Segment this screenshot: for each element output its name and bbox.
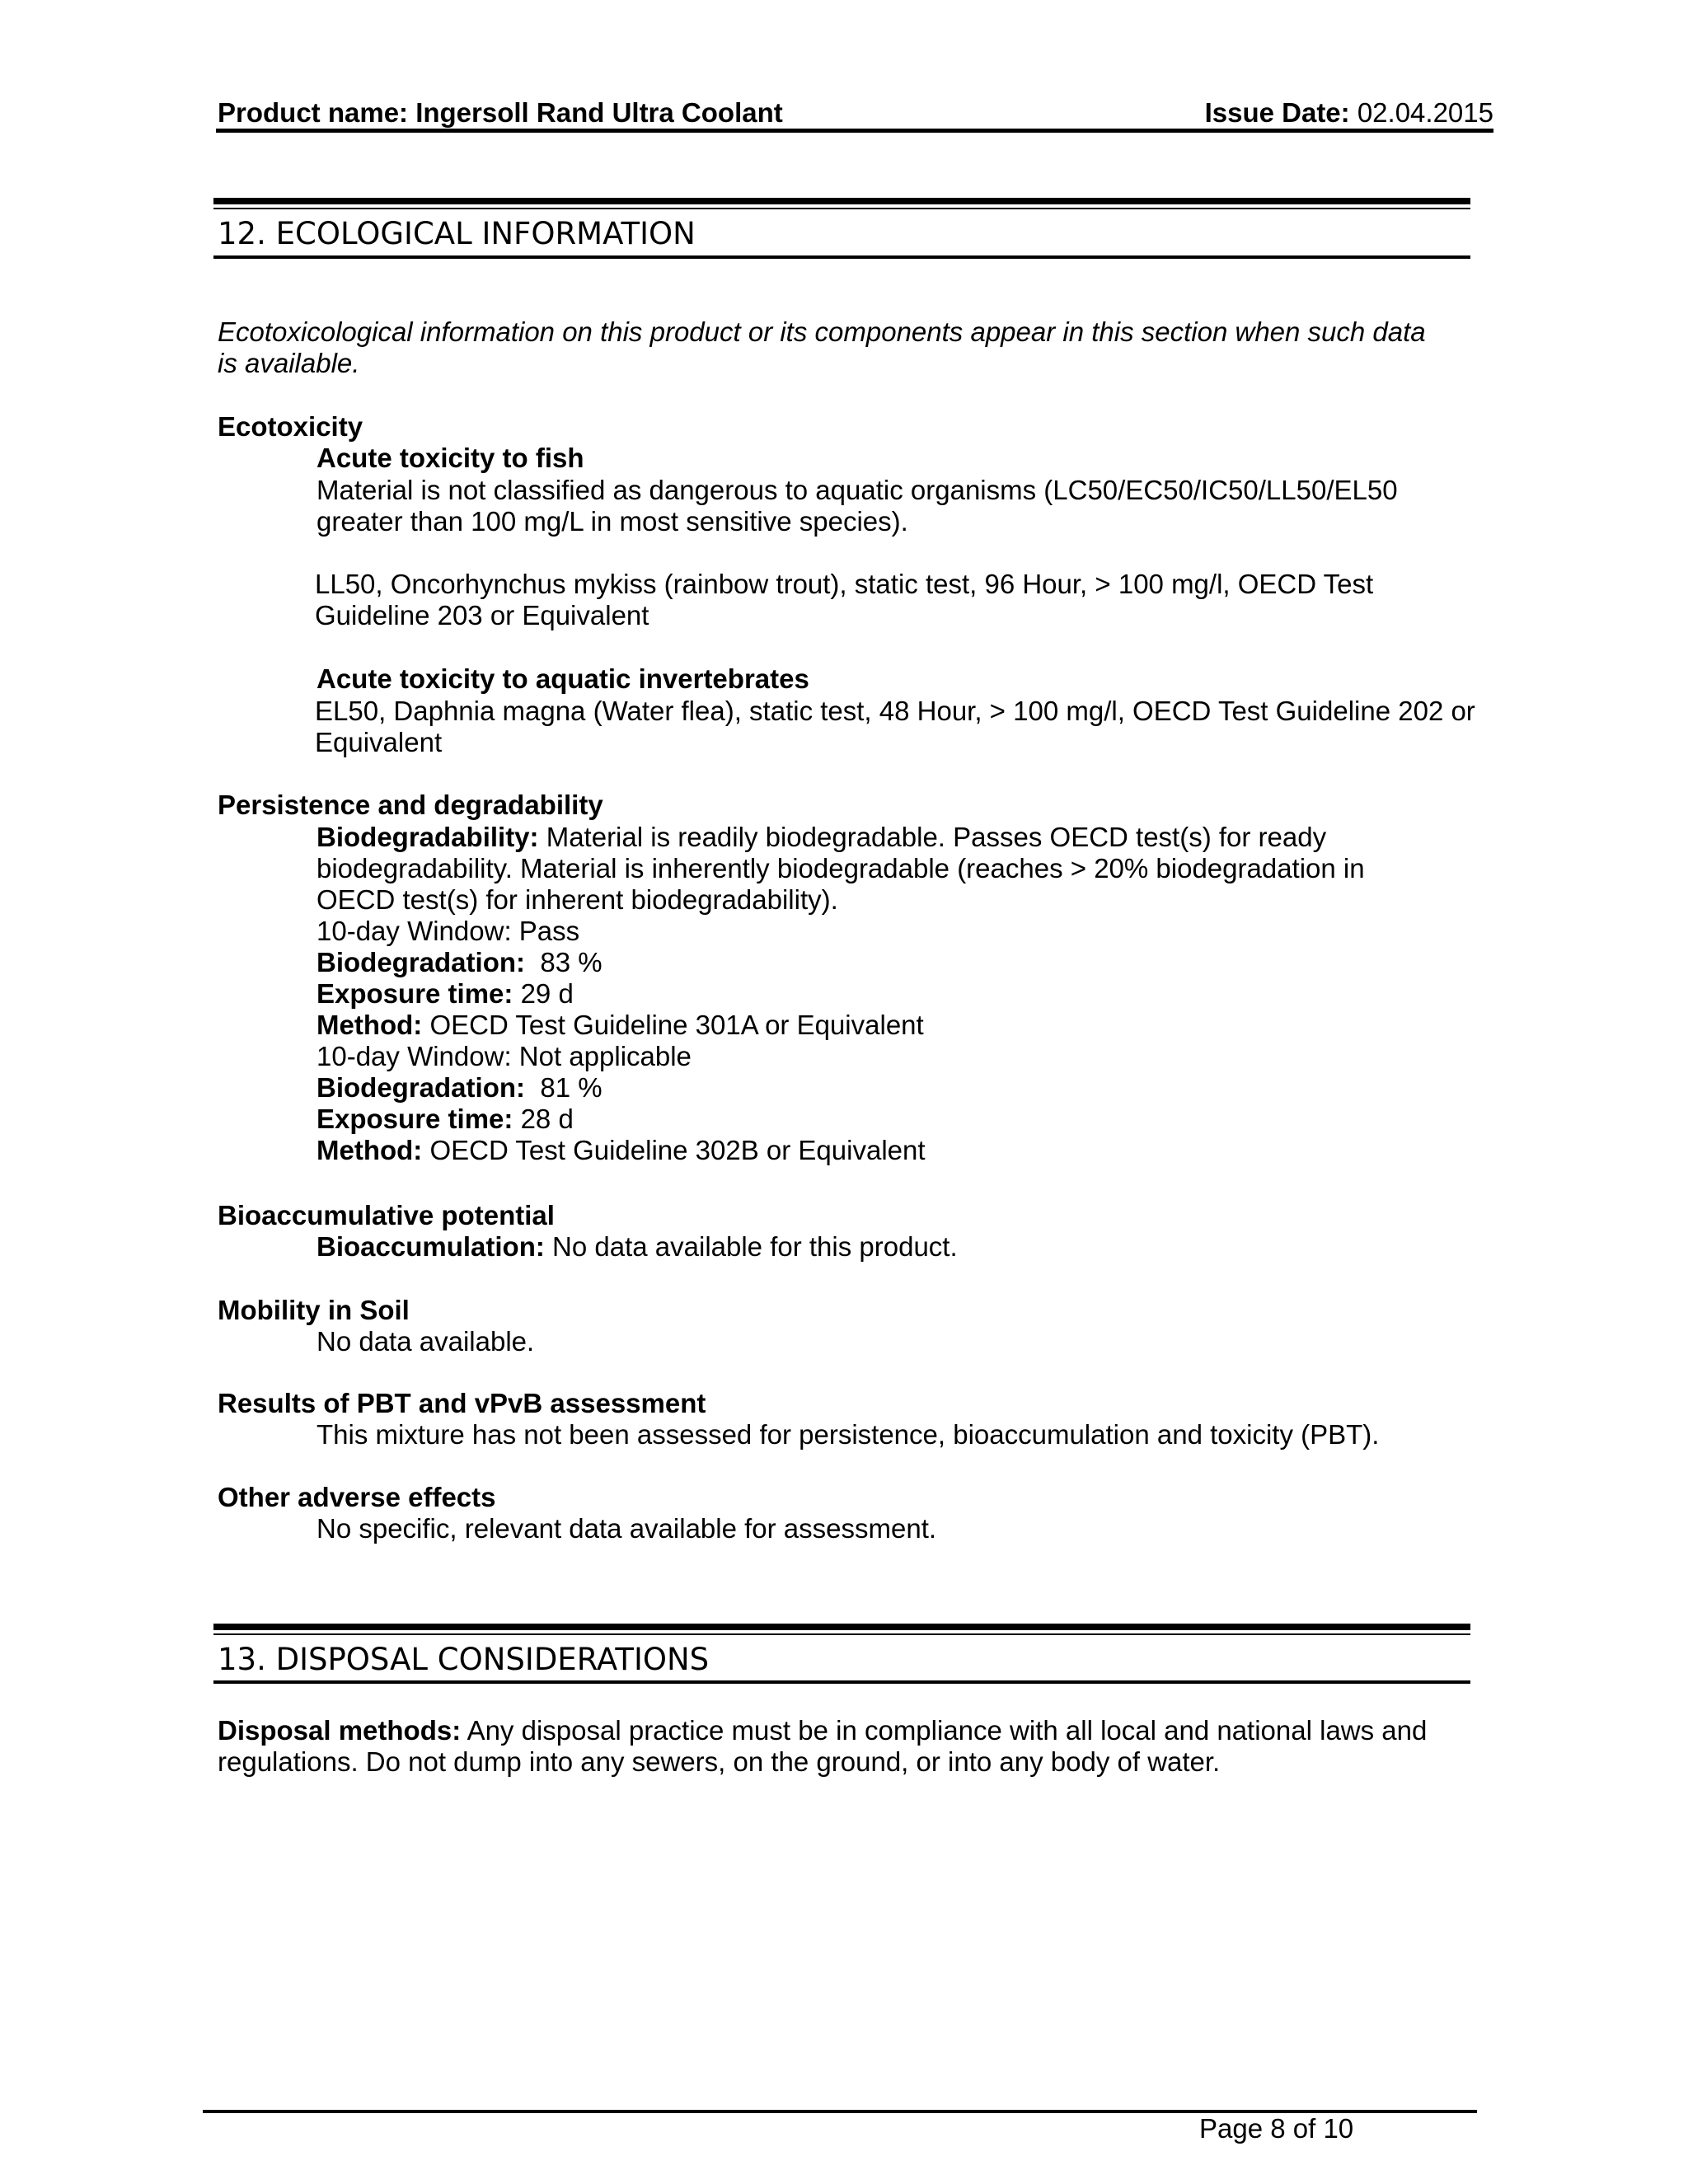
section12-title: 12. ECOLOGICAL INFORMATION bbox=[218, 216, 696, 251]
issue-date bbox=[1205, 97, 1493, 129]
exposure-2-label: Exposure time: bbox=[316, 1104, 513, 1134]
header-rule bbox=[216, 129, 1493, 133]
mobility-heading: Mobility in Soil bbox=[218, 1295, 410, 1325]
biodegradation-1-label: Biodegradation: bbox=[316, 947, 525, 977]
pbt-heading: Results of PBT and vPvB assessment bbox=[218, 1388, 706, 1418]
fish-ll50: LL50, Oncorhynchus mykiss (rainbow trout), static test, 96 Hour, > 100 mg/l, OECD Test Guideline 203 or Equivalent bbox=[315, 569, 1374, 630]
bioaccumulation-label: Bioaccumulation: bbox=[316, 1231, 545, 1262]
pbt-text: This mixture has not been assessed for persistence, bioaccumulation and toxicity (PBT). bbox=[316, 1419, 1380, 1450]
mobility-text: No data available. bbox=[316, 1326, 535, 1357]
fish-text: Material is not classified as dangerous to aquatic organisms (LC50/EC50/IC50/LL50/EL50 greater than 100 mg/L in most sensitive species). bbox=[316, 475, 1398, 537]
other-effects-heading: Other adverse effects bbox=[218, 1482, 496, 1512]
section12-rule-thick bbox=[213, 198, 1470, 204]
biodegradation-1-value: 83 % bbox=[525, 947, 603, 977]
exposure-2-value: 28 d bbox=[513, 1104, 574, 1134]
bioaccumulation bbox=[316, 1231, 1470, 1263]
method-1-value: OECD Test Guideline 301A or Equivalent bbox=[422, 1010, 924, 1040]
section12-underline bbox=[213, 255, 1470, 259]
biodegradation-2-label: Biodegradation: bbox=[316, 1072, 525, 1103]
exposure-2 bbox=[316, 1104, 1470, 1135]
method-2-value: OECD Test Guideline 302B or Equivalent bbox=[422, 1135, 926, 1165]
biodegradability bbox=[316, 822, 1404, 916]
method-1-label: Method: bbox=[316, 1010, 423, 1040]
biodegradability-text: Material is readily biodegradable. Passes OECD test(s) for ready biodegradability. Material is inherently biodegradable (reaches > 20% biodegradation in OECD test(s) for inherent biodegradability). bbox=[316, 822, 1365, 915]
window-1: 10-day Window: Pass bbox=[316, 916, 580, 946]
bioaccumulation-text: No data available for this product. bbox=[544, 1231, 958, 1262]
biodegradation-2 bbox=[316, 1072, 1470, 1104]
window-2: 10-day Window: Not applicable bbox=[316, 1041, 692, 1071]
other-effects-text: No specific, relevant data available for assessment. bbox=[316, 1513, 937, 1544]
method-2 bbox=[316, 1135, 1470, 1166]
method-1 bbox=[316, 1010, 1470, 1041]
persistence-heading: Persistence and degradability bbox=[218, 790, 603, 820]
biodegradability-label: Biodegradability: bbox=[316, 822, 539, 852]
section12-rule-thin bbox=[213, 208, 1470, 209]
disposal-methods-text: Any disposal practice must be in compliance with all local and national laws and regulations. Do not dump into any sewers, on the ground, or into any body of water. bbox=[218, 1715, 1428, 1777]
section13-underline bbox=[213, 1680, 1470, 1684]
disposal-methods bbox=[218, 1715, 1454, 1778]
biodegradation-2-value: 81 % bbox=[525, 1072, 603, 1103]
issue-date-value: 02.04.2015 bbox=[1357, 97, 1493, 128]
biodegradation-1 bbox=[316, 947, 1470, 978]
section13-title: 13. DISPOSAL CONSIDERATIONS bbox=[218, 1642, 710, 1677]
exposure-1-value: 29 d bbox=[513, 978, 574, 1009]
exposure-1 bbox=[316, 978, 1470, 1010]
exposure-1-label: Exposure time: bbox=[316, 978, 513, 1009]
invertebrates-text: EL50, Daphnia magna (Water flea), static test, 48 Hour, > 100 mg/l, OECD Test Guideline 202 or Equivalent bbox=[315, 696, 1475, 757]
issue-date-label: Issue Date: bbox=[1204, 97, 1350, 128]
ecotoxicity-heading: Ecotoxicity bbox=[218, 411, 363, 442]
disposal-methods-label: Disposal methods: bbox=[218, 1715, 462, 1746]
invertebrates-heading: Acute toxicity to aquatic invertebrates bbox=[316, 663, 809, 694]
section13-rule-thin bbox=[213, 1633, 1470, 1635]
bioaccumulative-heading: Bioaccumulative potential bbox=[218, 1200, 555, 1230]
product-name: Product name: Ingersoll Rand Ultra Coolant bbox=[218, 97, 783, 128]
section13-rule-thick bbox=[213, 1624, 1470, 1630]
method-2-label: Method: bbox=[316, 1135, 423, 1165]
page-number: Page 8 of 10 bbox=[1199, 2113, 1354, 2144]
section12-intro: Ecotoxicological information on this product or its components appear in this section when such data is available. bbox=[218, 316, 1426, 378]
fish-heading: Acute toxicity to fish bbox=[316, 443, 584, 473]
